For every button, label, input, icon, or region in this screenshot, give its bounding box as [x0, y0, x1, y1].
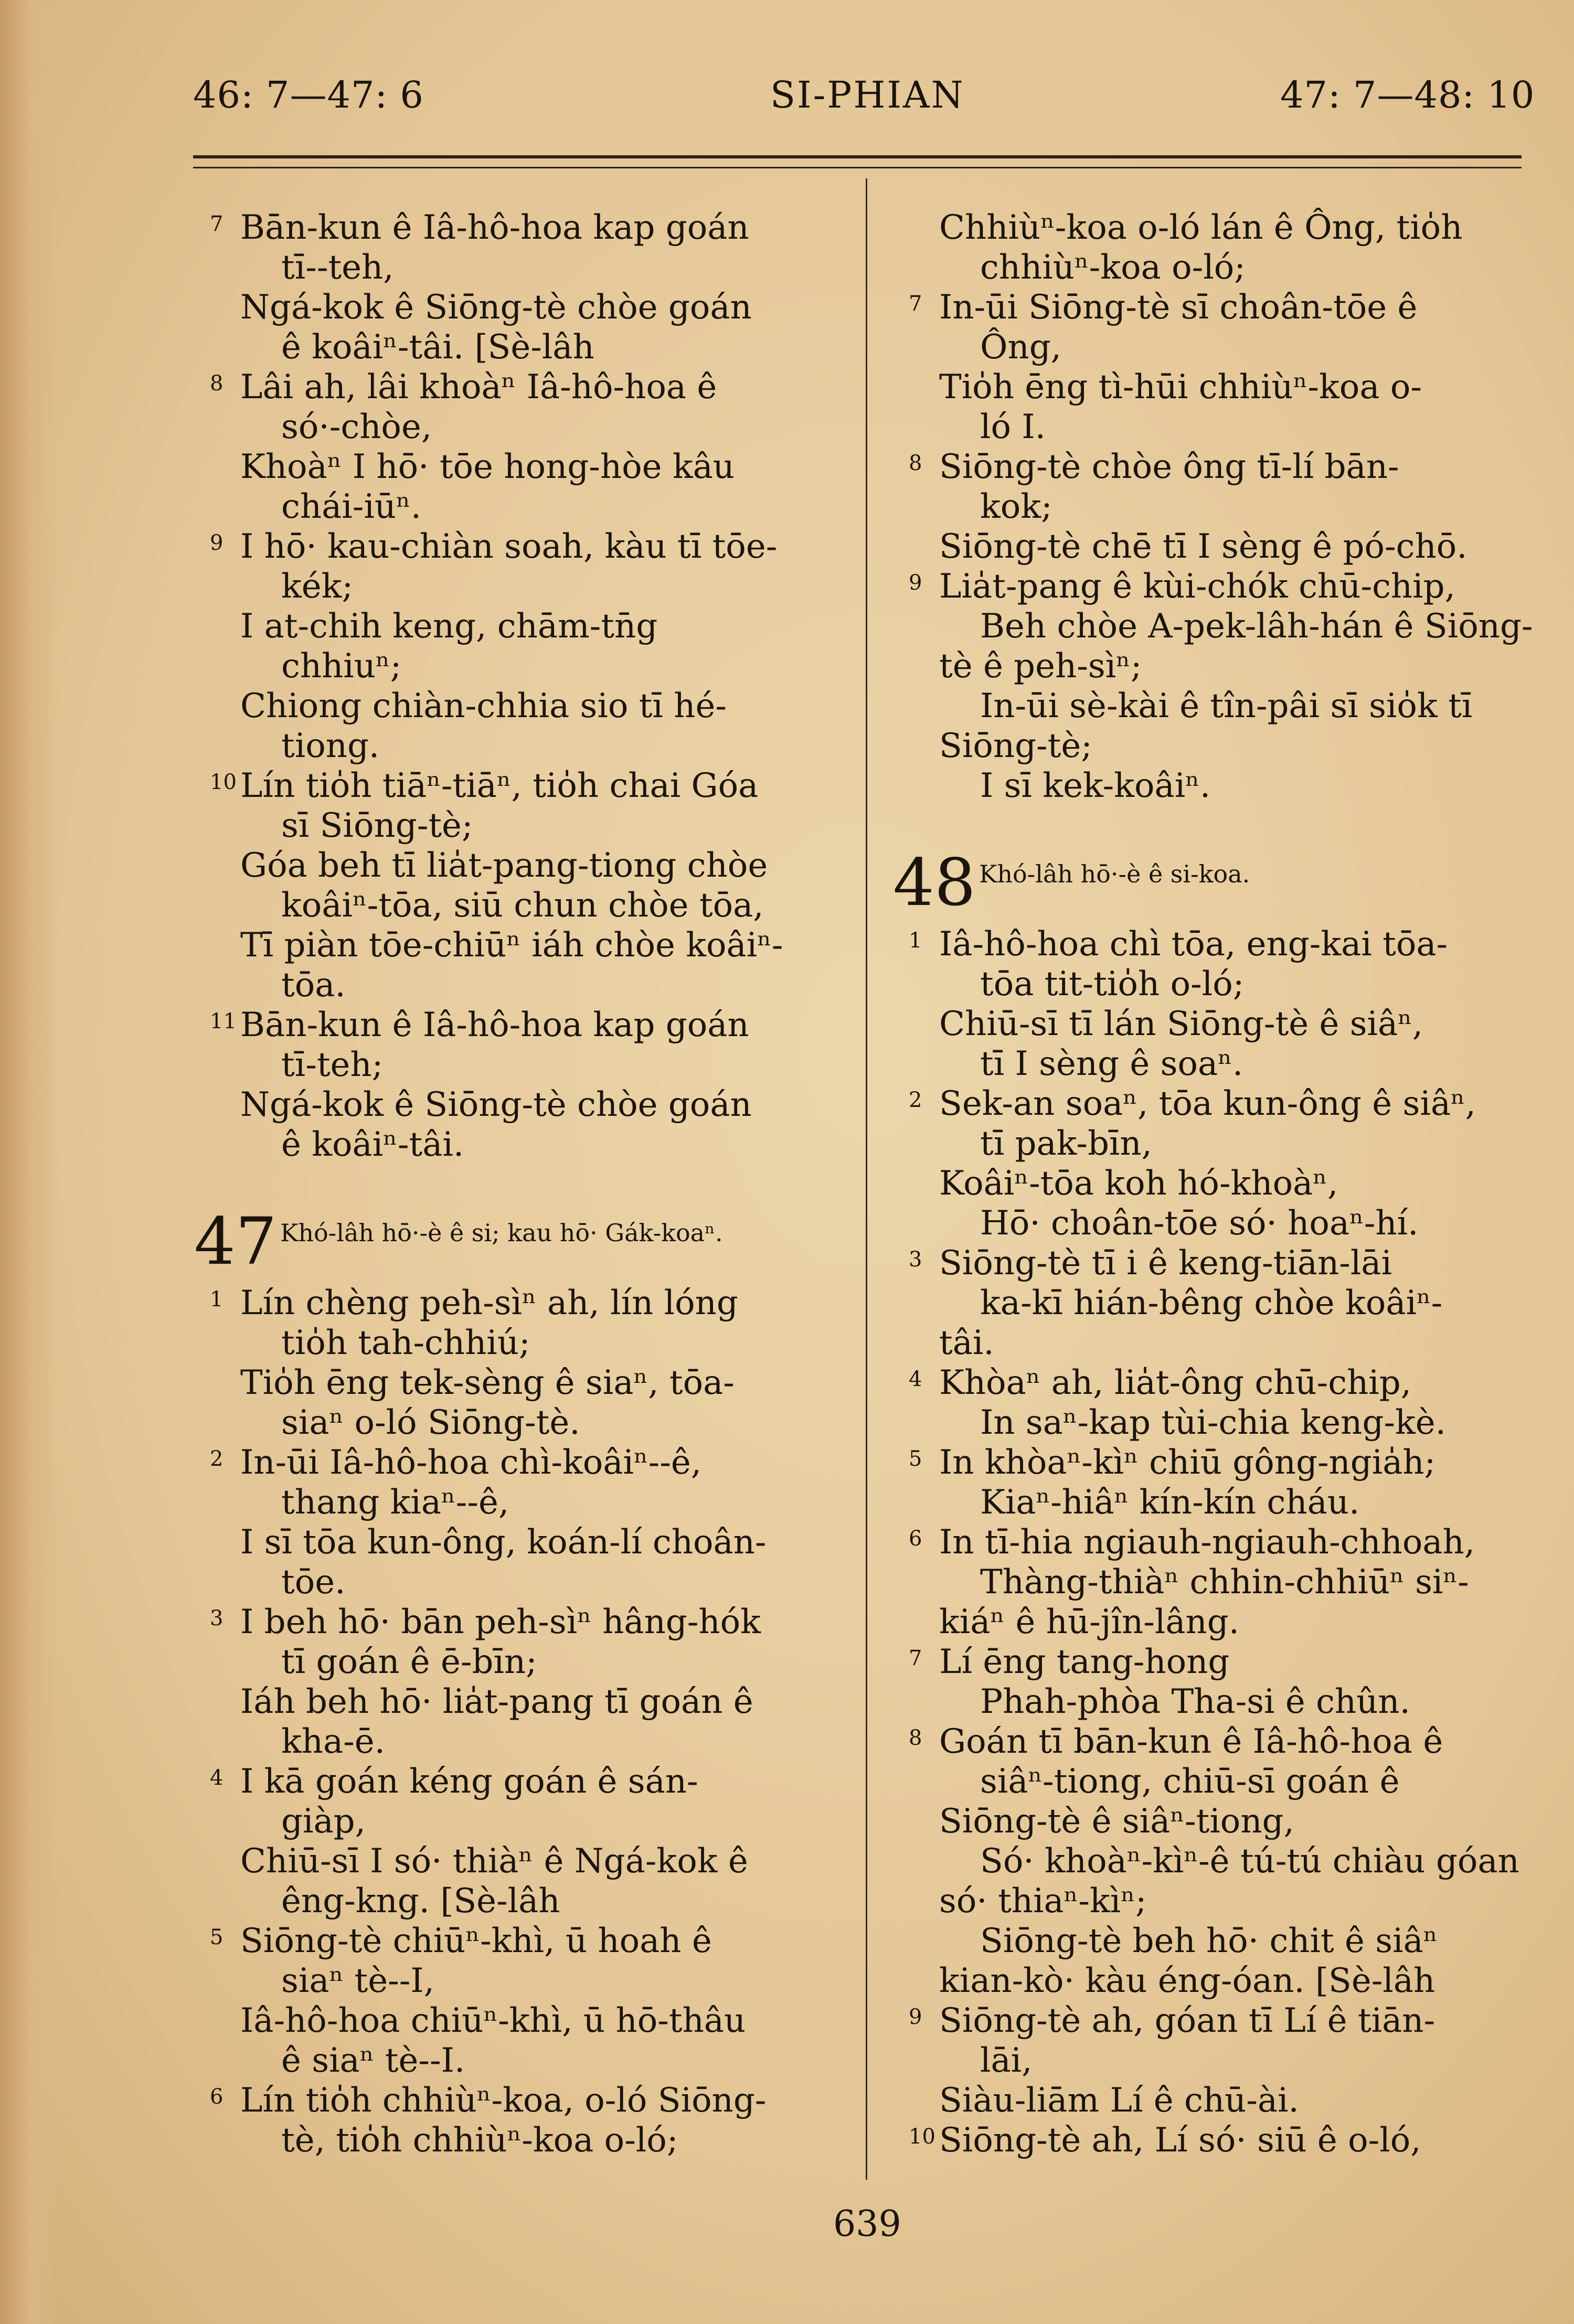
page-number: 639 [833, 2203, 901, 2245]
verse-line: Khoàⁿ I hō· tōe hong-hòe kâu [240, 447, 735, 486]
chapter-number-48: 48 [893, 845, 976, 921]
verse-line: Só· khoàⁿ-kìⁿ-ê tú-tú chiàu góan [980, 1842, 1519, 1881]
verse-line: kiáⁿ ê hū-jîn-lâng. [939, 1603, 1240, 1641]
verse-line: Chiū-sī I só· thiàⁿ ê Ngá-kok ê [240, 1842, 748, 1881]
psalm-47-verses-part-1 [210, 1283, 841, 2160]
verse-number: 1 [210, 1287, 224, 1312]
verse-line: tōa tit-tio̍h o-ló; [980, 965, 1245, 1004]
verse-line: Lâi ah, lâi khoàⁿ Iâ-hô-hoa ê [240, 368, 717, 407]
chapter-number-47: 47 [194, 1204, 277, 1280]
verse-line: kian-kò· kàu éng-óan. [Sè-lâh [939, 1961, 1435, 2000]
left-column [194, 208, 841, 2160]
verse-number: 8 [210, 371, 224, 396]
column-divider [866, 178, 867, 2180]
verse [909, 287, 1540, 447]
verse-line: koâiⁿ-tōa, siū chun chòe tōa, [281, 886, 764, 925]
verse-line: Phah-phòa Tha-si ê chûn. [980, 1682, 1410, 1721]
verse-line: In tī-hia ngiauh-ngiauh-chhoah, [939, 1523, 1475, 1562]
verse-line: Siàu-liām Lí ê chū-ài. [939, 2081, 1299, 2120]
verse-line: Siōng-tè chiūⁿ-khì, ū hoah ê [240, 1922, 712, 1960]
verse-line: Kiaⁿ-hiâⁿ kín-kín cháu. [980, 1483, 1360, 1522]
verse-line: só·-chòe, [281, 408, 432, 446]
verse-line: In-ūi Iâ-hô-hoa chì-koâiⁿ--ê, [240, 1443, 702, 1482]
verse-number: 8 [909, 451, 922, 475]
verse-line: Goán tī bān-kun ê Iâ-hô-hoa ê [939, 1722, 1443, 1761]
verse-line: siâⁿ-tiong, chiū-sī goán ê [980, 1762, 1400, 1801]
verse-number: 8 [909, 1726, 922, 1750]
verse [210, 1005, 841, 1165]
verse-number: 9 [909, 2005, 922, 2029]
verse [210, 1602, 841, 1762]
verse [210, 1443, 841, 1602]
verse [210, 1283, 841, 1443]
verse [909, 1522, 1540, 1642]
verse-line: I kā goán kéng goán ê sán- [240, 1762, 698, 1801]
verse-number: 4 [909, 1367, 922, 1391]
verse-line: siaⁿ tè--I, [281, 1961, 434, 2000]
verse-line: tī--teh, [281, 248, 394, 287]
verse-number: 3 [909, 1248, 922, 1272]
verse-line: Iâ-hô-hoa chiūⁿ-khì, ū hō-thâu [240, 2001, 746, 2040]
verse [909, 447, 1540, 567]
verse-line: Khòaⁿ ah, lia̍t-ông chū-chip, [939, 1363, 1412, 1402]
verse-line: tōe. [281, 1563, 346, 1602]
verse-line: Hō· choân-tōe só· hoaⁿ-hí. [980, 1204, 1419, 1243]
verse [909, 2001, 1540, 2120]
verse-number: 4 [210, 1766, 224, 1790]
verse-line: tiong. [281, 727, 380, 765]
verse-line: Ngá-kok ê Siōng-tè chòe goán [240, 1085, 752, 1124]
header-rule-thin [193, 167, 1522, 168]
verse-line: ê koâiⁿ-tâi. [Sè-lâh [281, 328, 594, 367]
verse [909, 1243, 1540, 1363]
verse-line: lāi, [980, 2041, 1033, 2080]
verse-line: ló I. [980, 408, 1046, 446]
verse [210, 1762, 841, 1921]
page-binding-shadow [0, 0, 58, 2324]
verse [210, 527, 841, 766]
verse-line: Iâ-hô-hoa chì tōa, eng-kai tōa- [939, 925, 1448, 964]
verse-line: Siōng-tè chòe ông tī-lí bān- [939, 447, 1399, 486]
verse-number: 5 [909, 1447, 922, 1471]
verse-line: Beh chòe A-pek-lâh-hán ê Siōng- [980, 607, 1533, 646]
right-column [893, 208, 1540, 2160]
verse-line: Lín tio̍h chhiùⁿ-koa, o-ló Siōng- [240, 2081, 767, 2120]
verse [909, 567, 1540, 806]
verse [909, 1443, 1540, 1522]
verse-line: giàp, [281, 1802, 366, 1841]
verse-line: Lí ēng tang-hong [939, 1643, 1230, 1681]
verse-line: chhiùⁿ-koa o-ló; [980, 248, 1246, 287]
verse [909, 2120, 1540, 2160]
psalm-46-verses [210, 208, 841, 1165]
verse-line: Siōng-tè tī i ê keng-tiān-lāi [939, 1244, 1392, 1283]
verse-line: Koâiⁿ-tōa koh hó-khoàⁿ, [939, 1164, 1338, 1203]
verse [909, 1084, 1540, 1243]
verse-line: Siōng-tè; [939, 727, 1092, 765]
verse-line: thang kiaⁿ--ê, [281, 1483, 509, 1522]
verse-line: Chiū-sī tī lán Siōng-tè ê siâⁿ, [939, 1005, 1423, 1043]
verse-line: tio̍h tah-chhiú; [281, 1324, 530, 1362]
verse-number: 9 [909, 571, 922, 595]
verse-number: 11 [210, 1009, 237, 1033]
verse-line: In saⁿ-kap tùi-chia keng-kè. [980, 1403, 1446, 1442]
verse [210, 367, 841, 527]
verse-number: 7 [210, 212, 224, 236]
verse-line: Lín chèng peh-sìⁿ ah, lín lóng [240, 1284, 738, 1323]
verse-line: chái-iūⁿ. [281, 487, 422, 526]
verse-line: In khòaⁿ-kìⁿ chiū gông-ngia̍h; [939, 1443, 1436, 1482]
verse-number: 10 [909, 2125, 935, 2149]
verse-line: tè, tio̍h chhiùⁿ-koa o-ló; [281, 2121, 678, 2160]
verse [210, 766, 841, 1005]
verse-line: tī I sèng ê soaⁿ. [980, 1044, 1243, 1083]
chapter-summary-47: Khó-lâh hō·-è ê si; kau hō· Gák-koaⁿ. [280, 1219, 723, 1247]
verse-line: tè ê peh-sìⁿ; [939, 647, 1142, 686]
verse-number: 5 [210, 1925, 224, 1949]
verse-number: 9 [210, 531, 224, 555]
header-right-reference: 47: 7—48: 10 [1280, 73, 1535, 116]
header-rule-thick [193, 155, 1522, 158]
verse-line: só· thiaⁿ-kìⁿ; [939, 1882, 1147, 1921]
verse-line: I beh hō· bān peh-sìⁿ hâng-hók [240, 1603, 761, 1641]
verse-line: kok; [980, 487, 1052, 526]
verse-line: I hō· kau-chiàn soah, kàu tī tōe- [240, 527, 778, 566]
verse-line: tī pak-bīn, [980, 1124, 1152, 1163]
verse-line: Góa beh tī lia̍t-pang-tiong chòe [240, 846, 768, 885]
verse-line: Siōng-tè ah, góan tī Lí ê tiān- [939, 2001, 1435, 2040]
verse-line: In-ūi sè-kài ê tîn-pâi sī sio̍k tī [980, 687, 1473, 726]
verse-line: Sek-an soaⁿ, tōa kun-ông ê siâⁿ, [939, 1084, 1476, 1123]
verse-line: Chhiùⁿ-koa o-ló lán ê Ông, tio̍h [939, 208, 1463, 247]
verse-line: Lín tio̍h tiāⁿ-tiāⁿ, tio̍h chai Góa [240, 766, 759, 805]
verse-line: Tio̍h ēng tì-hūi chhiùⁿ-koa o- [939, 368, 1422, 407]
verse-line: Ông, [980, 328, 1061, 367]
verse-number: 10 [210, 770, 237, 794]
verse-line: I at-chih keng, chām-tn̄g [240, 607, 658, 646]
verse-line: tī goán ê ē-bīn; [281, 1643, 537, 1681]
verse-number: 6 [210, 2085, 224, 2109]
verse-line: ka-kī hián-bêng chòe koâiⁿ- [980, 1284, 1443, 1323]
verse-line: Chiong chiàn-chhia sio tī hé- [240, 687, 727, 726]
chapter-heading-48 [893, 845, 1540, 921]
verse-line: ê koâiⁿ-tâi. [281, 1125, 464, 1164]
verse-line: Iáh beh hō· lia̍t-pang tī goán ê [240, 1682, 753, 1721]
verse-line: êng-kng. [Sè-lâh [281, 1882, 560, 1921]
verse-number: 7 [909, 1646, 922, 1670]
verse-line: Ngá-kok ê Siōng-tè chòe goán [240, 288, 752, 327]
verse-line: Bān-kun ê Iâ-hô-hoa kap goán [240, 1006, 749, 1044]
verse-line: In-ūi Siōng-tè sī choân-tōe ê [939, 288, 1418, 327]
verse-line: Siōng-tè ê siâⁿ-tiong, [939, 1802, 1294, 1841]
verse [210, 208, 841, 367]
verse [210, 2081, 841, 2160]
psalm-48-verses [909, 924, 1540, 2160]
verse-line: kha-ē. [281, 1722, 385, 1761]
psalm-47-verse-6-continuation [939, 208, 1540, 287]
verse-line: sī Siōng-tè; [281, 806, 473, 845]
verse-line: Tio̍h ēng tek-sèng ê siaⁿ, tōa- [240, 1363, 735, 1402]
header-book-title: SI-PHIAN [770, 73, 965, 116]
verse-line: chhiuⁿ; [281, 647, 402, 686]
psalm-47-verses-part-2 [909, 287, 1540, 806]
verse [909, 1363, 1540, 1443]
verse-number: 7 [909, 292, 922, 316]
verse [210, 1921, 841, 2081]
verse-line: kék; [281, 567, 353, 606]
verse-number: 1 [909, 929, 922, 953]
header-left-reference: 46: 7—47: 6 [193, 73, 424, 116]
verse [909, 1642, 1540, 1722]
verse-line: siaⁿ o-ló Siōng-tè. [281, 1403, 580, 1442]
verse-line: tī-teh; [281, 1046, 384, 1084]
verse-line: Lia̍t-pang ê kùi-chók chū-chip, [939, 567, 1455, 606]
verse-line: Bān-kun ê Iâ-hô-hoa kap goán [240, 208, 749, 247]
verse-number: 6 [909, 1527, 922, 1551]
verse-line: ê siaⁿ tè--I. [281, 2041, 465, 2080]
verse-line: I sī kek-koâiⁿ. [980, 766, 1211, 805]
verse-line: I sī tōa kun-ông, koán-lí choân- [240, 1523, 767, 1562]
verse-number: 3 [210, 1606, 224, 1630]
verse-line: Siōng-tè beh hō· chit ê siâⁿ [980, 1922, 1438, 1960]
verse-line: tâi. [939, 1324, 994, 1362]
verse-line: Tī piàn tōe-chiūⁿ iáh chòe koâiⁿ- [240, 926, 783, 965]
chapter-summary-48: Khó-lâh hō·-è ê si-koa. [979, 860, 1250, 888]
verse-line: Thàng-thiàⁿ chhin-chhiūⁿ siⁿ- [980, 1563, 1469, 1602]
verse [909, 1722, 1540, 2001]
verse-number: 2 [210, 1447, 224, 1471]
verse-line: Siōng-tè ah, Lí só· siū ê o-ló, [939, 2121, 1421, 2160]
verse-line: tōa. [281, 966, 346, 1005]
chapter-heading-47 [194, 1204, 841, 1280]
verse-number: 2 [909, 1088, 922, 1112]
verse [909, 924, 1540, 1084]
verse-line: Siōng-tè chē tī I sèng ê pó-chō. [939, 527, 1467, 566]
